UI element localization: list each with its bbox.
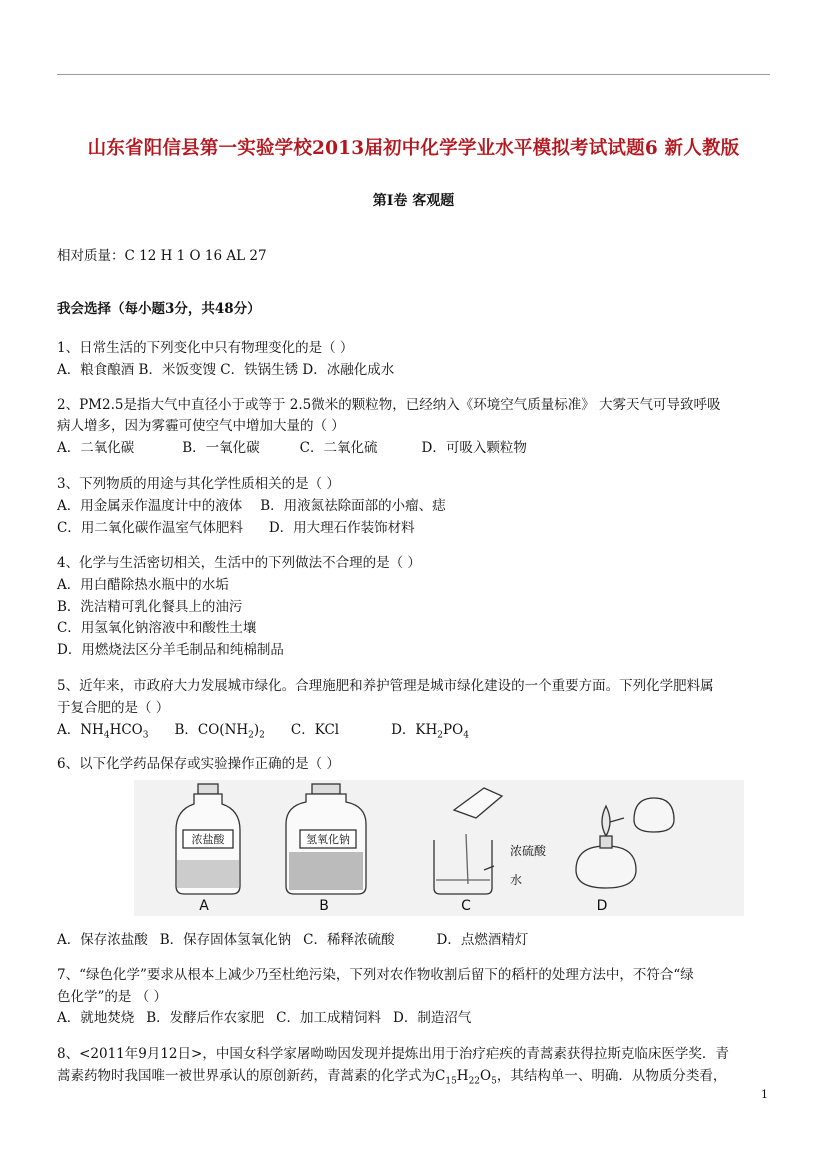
q5-stem-line2: 于复合肥的是（ ） xyxy=(57,700,170,716)
q7-option-d: D．制造沼气 xyxy=(393,1010,472,1026)
q6-option-b: B．保存固体氢氧化钠 xyxy=(159,932,292,948)
bottle-b-label: 氢氧化钠 xyxy=(306,833,350,846)
bottle-a-label: 浓盐酸 xyxy=(191,833,225,846)
figure-letter-b: B xyxy=(319,898,329,914)
q7-stem-line2: 色化学”的是 （ ） xyxy=(57,989,167,1005)
q2-stem-line2: 病人增多，因为雾霾可使空气中增加大量的（ ） xyxy=(57,418,345,434)
q4-option-c: C．用氢氧化钠溶液中和酸性土壤 xyxy=(57,620,257,636)
figure-letter-a: A xyxy=(199,898,209,914)
q5-option-d: D．$KH_2PO_4$ xyxy=(391,722,469,741)
q3-option-a: A．用金属汞作温度计中的液体 xyxy=(57,498,243,514)
q5-stem-line1: 5、近年来，市政府大力发展城市绿化。合理施肥和养护管理是城市绿化建设的一个重要方面。下列化学肥料属 xyxy=(57,678,714,694)
q8-stem-line1: 8、<2011年9月12日>，中国女科学家屠呦呦因发现并提炼出用于治疗疟疾的青蒿素获得拉斯克临床医学奖．青 xyxy=(57,1046,729,1062)
q6-option-c: C．稀释浓硫酸 xyxy=(303,932,395,948)
figure-letter-d: D xyxy=(596,898,608,914)
atomic-mass-line: 相对质量：C 12 H 1 O 16 AL 27 xyxy=(57,248,267,264)
q1-stem: 1、日常生活的下列变化中只有物理变化的是（ ） xyxy=(57,340,354,356)
q4-stem: 4、化学与生活密切相关，生活中的下列做法不合理的是（ ） xyxy=(57,555,421,571)
q2-option-b: B．一氧化碳 xyxy=(182,440,260,456)
q6-figure xyxy=(134,780,744,916)
q2-option-c: C．二氧化硫 xyxy=(299,440,378,456)
q4-option-d: D．用燃烧法区分羊毛制品和纯棉制品 xyxy=(57,642,284,658)
q4-option-b: B．洗洁精可乳化餐具上的油污 xyxy=(57,599,243,615)
q2-options xyxy=(57,436,527,456)
q6-stem: 6、以下化学药品保存或实验操作正确的是（ ） xyxy=(57,756,340,772)
page-number: 1 xyxy=(761,1088,768,1101)
beaker-c-water-label: 水 xyxy=(510,873,523,887)
q6-option-d: D．点燃酒精灯 xyxy=(436,932,529,948)
q5-options xyxy=(57,718,469,741)
q3-option-b: B．用液氮祛除面部的小瘤、痣 xyxy=(260,498,446,514)
q6-options xyxy=(57,928,528,948)
q6-option-a: A．保存浓盐酸 xyxy=(57,932,148,948)
q5-option-c: C．KCl xyxy=(290,722,340,738)
q2-stem-line1: 2、PM2.5是指大气中直径小于或等于 2.5微米的颗粒物，已经纳入《环境空气质量标准》 大雾天气可导致呼吸 xyxy=(57,397,721,413)
page-title: 山东省阳信县第一实验学校2013届初中化学学业水平模拟考试试题6 新人教版 xyxy=(87,138,740,159)
q3-options-row1 xyxy=(57,494,446,514)
q7-option-b: B．发酵后作农家肥 xyxy=(146,1010,265,1026)
q2-option-a: A．二氧化碳 xyxy=(57,440,135,456)
header-rule xyxy=(57,74,770,75)
q7-option-a: A．就地焚烧 xyxy=(57,1010,135,1026)
q7-option-c: C．加工成精饲料 xyxy=(276,1010,382,1026)
q7-options xyxy=(57,1006,471,1026)
q2-option-d: D．可吸入颗粒物 xyxy=(421,440,527,456)
figure-letter-c: C xyxy=(461,898,471,914)
q1-options: A．粮食酿酒 B．米饭变馊 C．铁锅生锈 D．冰融化成水 xyxy=(57,362,395,378)
q5-option-a: A．$NH_4HCO_3$ xyxy=(57,722,149,741)
section-heading: 我会选择（每小题3分，共48分） xyxy=(57,301,261,317)
q4-option-a: A．用白醋除热水瓶中的水垢 xyxy=(57,577,229,593)
beaker-c-acid-label: 浓硫酸 xyxy=(510,844,547,858)
q3-options-row2 xyxy=(57,516,415,536)
q7-stem-line1: 7、“绿色化学”要求从根本上减少乃至杜绝污染，下列对农作物收割后留下的稻杆的处理方法中，不符合“绿 xyxy=(57,967,694,983)
q8-stem-line2: 蒿素药物时我国唯一被世界承认的原创新药，青蒿素的化学式为$C_{15}H_{22}O_5$，其结构单一、明确．从物质分类看， xyxy=(57,1068,727,1087)
q3-option-d: D．用大理石作装饰材料 xyxy=(268,520,415,536)
section-subtitle: 第Ⅰ卷 客观题 xyxy=(372,193,455,209)
q3-stem: 3、下列物质的用途与其化学性质相关的是（ ） xyxy=(57,476,340,492)
q3-option-c: C．用二氧化碳作温室气体肥料 xyxy=(57,520,243,536)
q5-option-b: B．$CO(NH_2)_2$ xyxy=(174,722,265,741)
